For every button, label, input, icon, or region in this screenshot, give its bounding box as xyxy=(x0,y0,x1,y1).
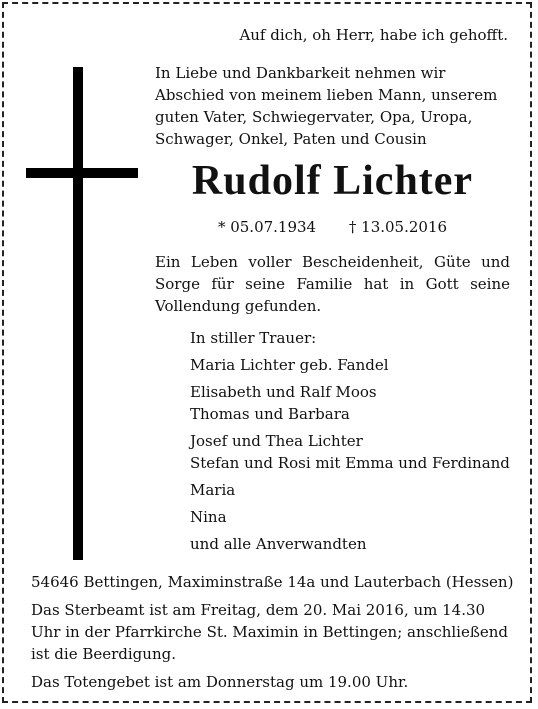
mourner-group xyxy=(190,354,520,376)
mourners-list xyxy=(190,327,520,555)
family-address: 54646 Bettingen, Maximinstraße 14a und Lauterbach (Hessen) xyxy=(31,573,514,591)
mourner-line: Thomas und Barbara xyxy=(190,405,350,423)
deceased-name: Rudolf Lichter xyxy=(191,158,474,204)
prayer-info: Das Totengebet ist am Donnerstag um 19.00 Uhr. xyxy=(31,673,409,691)
cross-icon xyxy=(73,67,83,560)
mourner-group xyxy=(190,327,520,349)
life-statement: Ein Leben voller Bescheidenheit, Güte und Sorge für seine Familie hat in Gott seine Vollendung gefunden. xyxy=(155,253,510,315)
mourner-line: Stefan und Rosi mit Emma und Ferdinand xyxy=(190,454,510,472)
mourner-line: Nina xyxy=(190,508,227,526)
mourner-line: Maria Lichter geb. Fandel xyxy=(190,356,389,374)
mourner-line: und alle Anverwandten xyxy=(190,535,367,553)
death-date: † 13.05.2016 xyxy=(348,218,448,236)
farewell-intro: In Liebe und Dankbarkeit nehmen wir Abschied von meinem lieben Mann, unserem guten Vater, Schwiegervater, Opa, Uropa, Schwager, Onkel, Paten und Cousin xyxy=(155,64,498,148)
life-dates xyxy=(155,216,510,238)
mourner-line: Elisabeth und Ralf Moos xyxy=(190,383,377,401)
cross-icon-crossbar xyxy=(26,168,138,178)
mourner-line: In stiller Trauer: xyxy=(190,329,317,347)
mourner-group xyxy=(190,479,520,501)
mourner-group xyxy=(190,506,520,528)
mourner-group xyxy=(190,430,520,474)
mourner-group xyxy=(190,533,520,555)
birth-date: * 05.07.1934 xyxy=(217,218,317,236)
mourner-line: Josef und Thea Lichter xyxy=(190,432,363,450)
motto-verse: Auf dich, oh Herr, habe ich gehofft. xyxy=(239,26,508,44)
mourner-group xyxy=(190,381,520,425)
funeral-info: Das Sterbeamt ist am Freitag, dem 20. Mai 2016, um 14.30 Uhr in der Pfarrkirche St. Maximin in Bettingen; anschließend ist die Beerdigung. xyxy=(31,601,509,663)
mourner-line: Maria xyxy=(190,481,236,499)
